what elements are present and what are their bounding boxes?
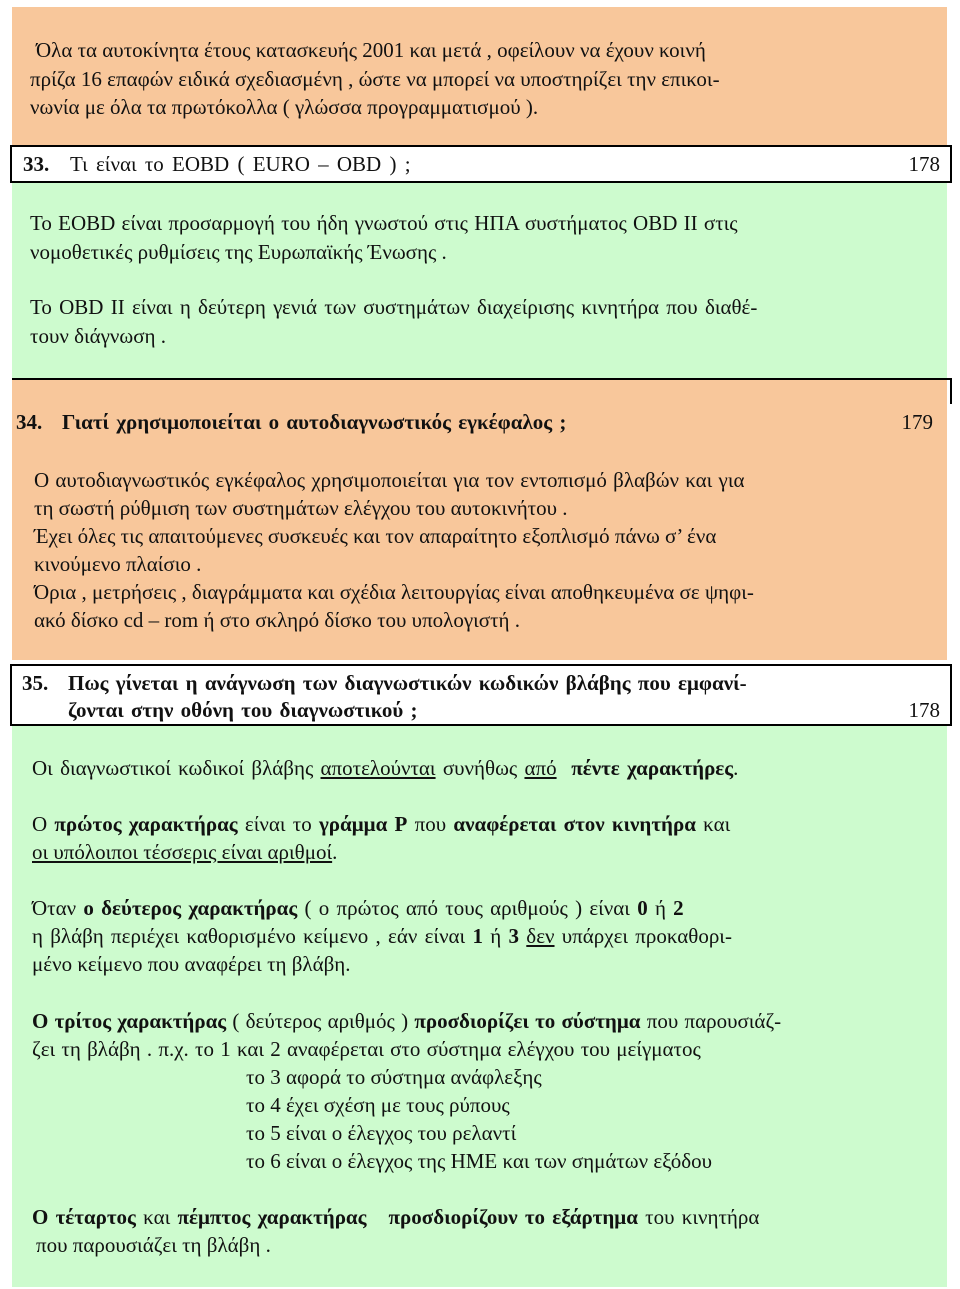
p4-a: Ο τρίτος χαρακτήρας [32,1009,227,1033]
p4-d: που παρουσιάζ- [640,1009,782,1033]
answer-33-para2-line1: Το OBD II είναι η δεύτερη γενιά των συστημάτων διαχείρισης κινητήρα που διαθέ- [30,295,758,319]
question-34-right-rule [950,378,952,404]
answer-35-p4-list-1: το 3 αφορά το σύστημα ανάφλεξης [246,1065,542,1089]
answer-33-panel [12,183,947,378]
p1-d: από [524,756,557,780]
answer-34-line-3: Έχει όλες τις απαιτούμενες συσκευές και τον απαραίτητο εξοπλισμό πάνω σ’ ένα [34,524,717,548]
p5-d: προσδιορίζουν το εξάρτημα [388,1205,638,1229]
answer-35-p4-list-4: το 6 είναι ο έλεγχος της ΗΜΕ και των σημάτων εξόδου [246,1149,713,1173]
p3-e: ή [647,896,674,920]
question-34-panel [12,378,947,660]
p2-g: και [695,812,731,836]
intro-line-3: νωνία με όλα τα πρωτόκολλα ( γλώσσα προγραμματισμού ). [30,95,539,119]
p1-c: συνήθως [435,756,525,780]
p2-b: πρώτος χαρακτήρας [54,812,238,836]
question-35-number: 35. [22,671,49,695]
answer-34-line-6: ακό δίσκο cd – rom ή στο σκληρό δίσκο του υπολογιστή . [34,608,521,632]
answer-35-p5-line2: που παρουσιάζει τη βλάβη . [36,1233,271,1257]
p5-e: του κινητήρα [637,1205,760,1229]
answer-35-p3-line2 [32,923,732,949]
answer-34-line-2: τη σωστή ρύθμιση των συστημάτων ελέγχου του αυτοκινήτου . [34,496,568,520]
question-33-number: 33. [23,152,50,176]
p3-b: ο δεύτερος χαρακτήρας [83,896,298,920]
answer-35-p4-line2: ζει τη βλάβη . π.χ. το 1 και 2 αναφέρεται στο σύστημα ελέγχου του μείγματος [32,1037,701,1061]
p2-f: αναφέρεται στον κινητήρα [453,812,696,836]
answer-35-p5-line1 [32,1204,759,1230]
p2-e: που [407,812,454,836]
answer-33-para1-line2: νομοθετικές ρυθμίσεις της Ευρωπαϊκής Ένωσης . [30,240,447,264]
question-33-page: 178 [908,152,940,176]
answer-35-p4-list-3: το 5 είναι ο έλεγχος του ρελαντί [246,1121,517,1145]
question-35-title-line1: Πως γίνεται η ανάγνωση των διαγνωστικών κωδικών βλάβης που εμφανί- [68,671,747,695]
question-34-title [62,409,566,435]
p3-c: ( ο πρώτος από τους αριθμούς ) είναι [297,896,638,920]
p1-f: . [733,756,739,780]
answer-33-para2-line2: τουν διάγνωση . [30,324,167,348]
p5-a: Ο τέταρτος [32,1205,136,1229]
p3-k: δεν [526,924,555,948]
p4-b: ( δεύτερος αριθμός ) [226,1009,415,1033]
p3-j: 3 [508,924,519,948]
p3-a: Όταν [32,896,84,920]
question-34-title-text: Γιατί χρησιμοποιείται ο αυτοδιαγνωστικός εγκέφαλος ; [62,410,567,434]
p1-e: πέντε χαρακτήρες [571,756,734,780]
answer-34-line-5: Όρια , μετρήσεις , διαγράμματα και σχέδια λειτουργίας είναι αποθηκευμένα σε ψηφι- [34,580,754,604]
p2-c: είναι το [237,812,319,836]
answer-35-p2-line1 [32,811,730,837]
p3-f: 2 [673,896,684,920]
p3-i: ή [482,924,509,948]
answer-34-line-4: κινούμενο πλαίσιο . [34,552,202,576]
answer-35-p3-line3: μένο κείμενο που αναφέρει τη βλάβη. [32,952,351,976]
p3-d: 0 [637,896,648,920]
p5-b: και [135,1205,178,1229]
p5-c: πέμπτος χαρακτήρας [177,1205,367,1229]
p1-b: αποτελούνται [320,756,436,780]
answer-35-panel [12,726,947,1287]
question-34-number: 34. [16,410,43,434]
answer-35-p4-list-2: το 4 έχει σχέση με τους ρύπους [246,1093,510,1117]
answer-35-p4-line1 [32,1008,781,1034]
p3-h: 1 [472,924,483,948]
answer-35-p1 [32,755,738,781]
intro-panel [12,7,947,150]
p1-a: Οι διαγνωστικοί κωδικοί βλάβης [32,756,321,780]
question-33-heading [10,145,952,183]
p2-a: Ο [32,812,55,836]
p2-h: οι υπόλοιποι τέσσερις είναι αριθμοί [32,840,333,864]
intro-line-2: πρίζα 16 επαφών ειδικά σχεδιασμένη , ώστε να μπορεί να υποστηρίζει την επικοι- [30,67,720,91]
p4-c: προσδιορίζει το σύστημα [414,1009,641,1033]
p3-l: υπάρχει προκαθορι- [554,924,732,948]
answer-34-line-1: Ο αυτοδιαγνωστικός εγκέφαλος χρησιμοποιείται για τον εντοπισμό βλαβών και για [34,468,745,492]
question-35-title-line2: ζονται στην οθόνη του διαγνωστικού ; [68,698,418,722]
answer-35-p2-line2 [32,839,337,865]
answer-35-p3-line1 [32,895,684,921]
question-35-heading [10,664,952,726]
p2-i: . [332,840,338,864]
question-33-title: Τι είναι το EOBD ( EURO – OBD ) ; [70,152,411,176]
p3-g: η βλάβη περιέχει καθορισμένο κείμενο , εάν είναι [32,924,473,948]
question-35-page: 178 [908,698,940,722]
p2-d: γράμμα P [318,812,408,836]
question-34-page: 179 [901,410,933,434]
answer-33-para1-line1: Το EOBD είναι προσαρμογή του ήδη γνωστού στις ΗΠΑ συστήματος OBD II στις [30,211,738,235]
intro-line-1: Όλα τα αυτοκίνητα έτους κατασκευής 2001 και μετά , οφείλουν να έχουν κοινή [36,38,706,62]
question-34-top-rule [12,378,952,380]
